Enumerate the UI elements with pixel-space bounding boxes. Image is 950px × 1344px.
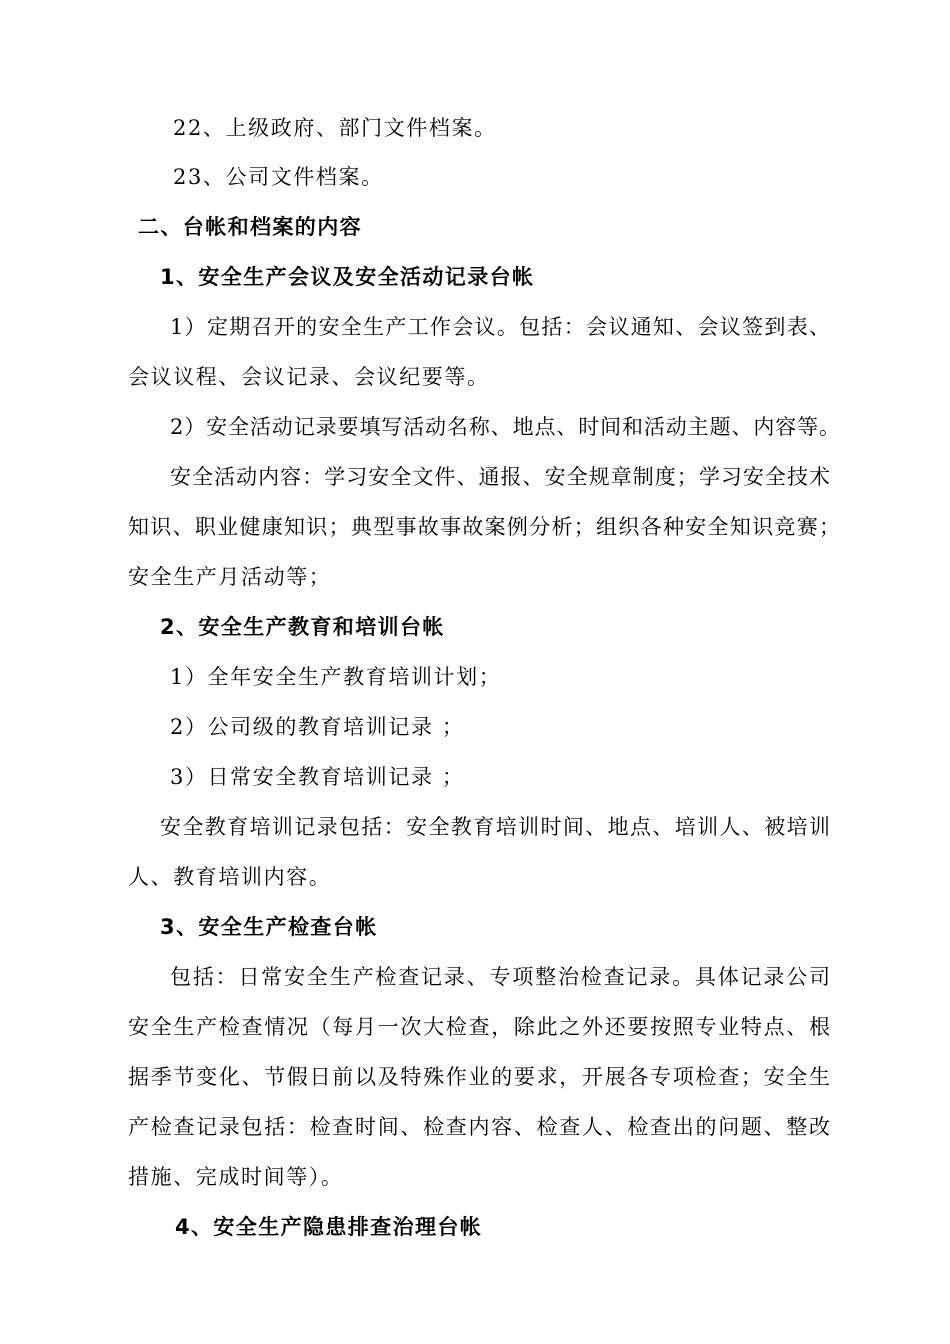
paragraph-line: 会议议程、会议记录、会议纪要等。 bbox=[128, 365, 490, 389]
list-item: 1）全年安全生产教育培训计划； bbox=[170, 665, 502, 689]
paragraph-line: 2）安全活动记录要填写活动名称、地点、时间和活动主题、内容等。 bbox=[170, 415, 840, 439]
paragraph-line: 人、教育培训内容。 bbox=[128, 865, 332, 889]
paragraph-line: 知识、职业健康知识；典型事故事故案例分析；组织各种安全知识竞赛； bbox=[128, 515, 840, 539]
list-item: 2）公司级的教育培训记录 ； bbox=[170, 715, 465, 739]
paragraph-line: 产检查记录包括：检查时间、检查内容、检查人、检查出的问题、整改 bbox=[128, 1115, 830, 1139]
section-heading: 二、台帐和档案的内容 bbox=[138, 215, 362, 239]
subsection-heading-4: 4、安全生产隐患排查治理台帐 bbox=[175, 1215, 483, 1239]
paragraph-line: 安全生产月活动等； bbox=[128, 565, 332, 589]
list-item: 3）日常安全教育培训记录 ； bbox=[170, 765, 465, 789]
paragraph-line: 安全生产检查情况（每月一次大检查，除此之外还要按照专业特点、根 bbox=[128, 1015, 830, 1039]
paragraph-line: 安全活动内容：学习安全文件、通报、安全规章制度；学习安全技术 bbox=[170, 465, 830, 489]
subsection-heading-3: 3、安全生产检查台帐 bbox=[160, 915, 378, 939]
paragraph-line: 据季节变化、节假日前以及特殊作业的要求，开展各专项检查；安全生 bbox=[128, 1065, 830, 1089]
subsection-heading-2: 2、安全生产教育和培训台帐 bbox=[160, 615, 445, 639]
paragraph-line: 包括：日常安全生产检查记录、专项整治检查记录。具体记录公司 bbox=[170, 965, 830, 989]
list-item-22: 22、上级政府、部门文件档案。 bbox=[173, 116, 497, 140]
paragraph-line: 1）定期召开的安全生产工作会议。包括：会议通知、会议签到表、 bbox=[170, 315, 830, 339]
paragraph-line: 安全教育培训记录包括：安全教育培训时间、地点、培训人、被培训 bbox=[160, 815, 830, 839]
paragraph-line: 措施、完成时间等）。 bbox=[128, 1165, 344, 1189]
list-item-23: 23、公司文件档案。 bbox=[173, 165, 384, 189]
subsection-heading-1: 1、安全生产会议及安全活动记录台帐 bbox=[160, 265, 535, 289]
